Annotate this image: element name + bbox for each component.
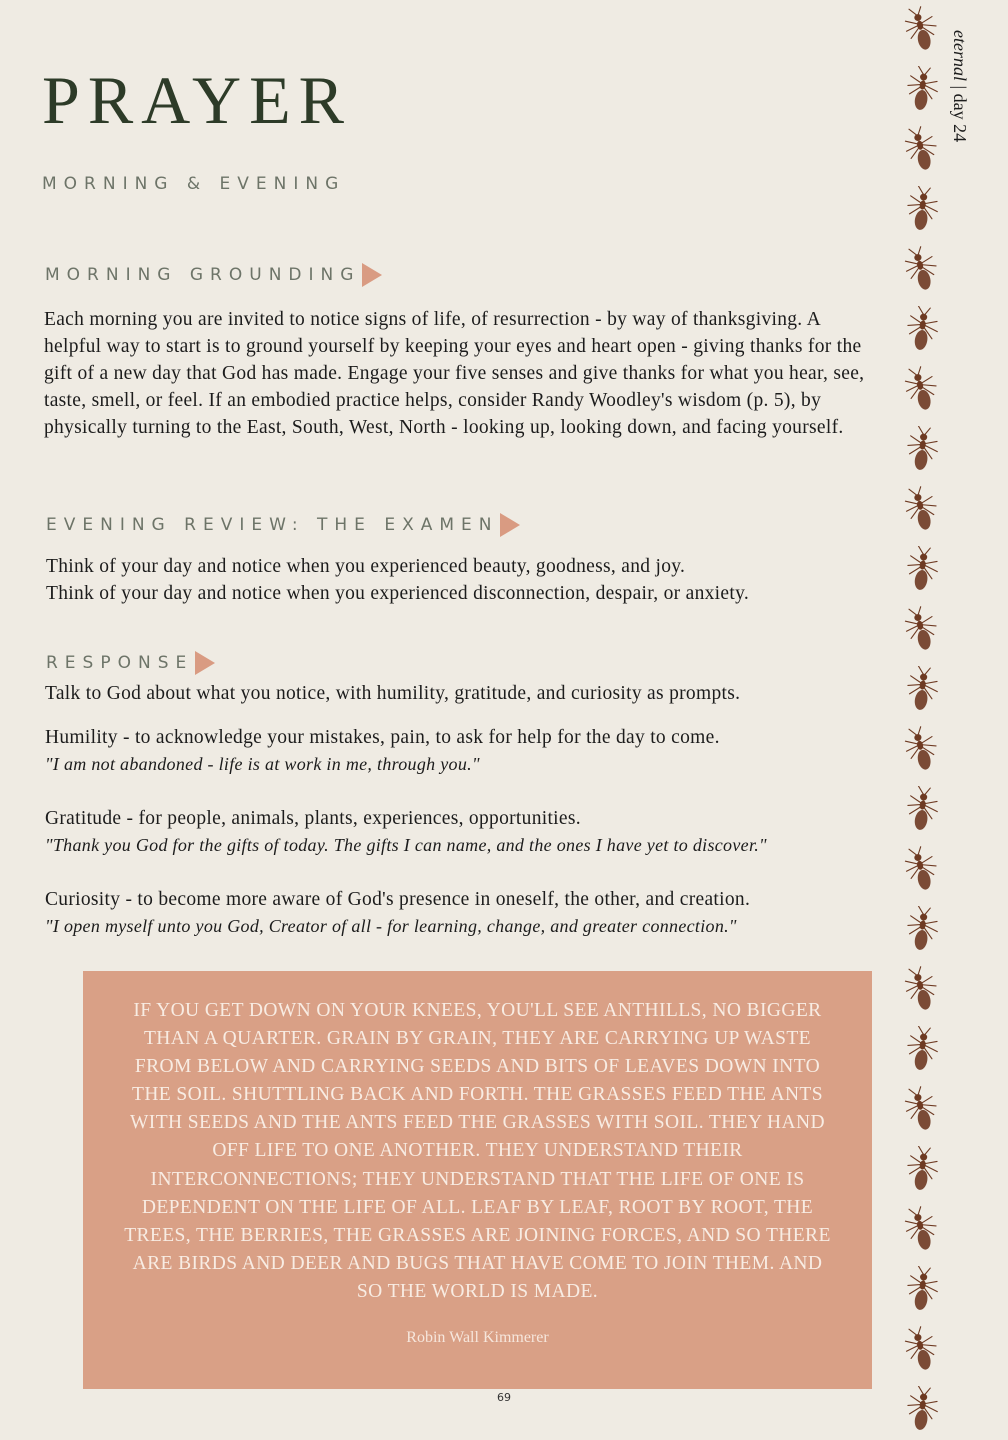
side-label-day: day 24 xyxy=(950,93,970,143)
ant-icon xyxy=(902,966,942,1018)
curiosity-line: Curiosity - to become more aware of God's presence in oneself, the other, and creation. xyxy=(45,889,751,910)
ant-icon xyxy=(902,1086,942,1138)
page-title: PRAYER xyxy=(42,62,353,138)
humility-line: Humility - to acknowledge your mistakes, pain, to ask for help for the day to come. xyxy=(45,727,720,748)
ant-icon xyxy=(902,1266,942,1318)
ant-icon xyxy=(902,906,942,958)
play-arrow-icon xyxy=(195,651,215,675)
curiosity-quote: "I open myself unto you God, Creator of all - for learning, change, and greater connection." xyxy=(45,916,737,936)
play-arrow-icon xyxy=(500,513,520,537)
ant-icon xyxy=(902,246,942,298)
page-subtitle: MORNING & EVENING xyxy=(42,174,346,194)
ant-icon xyxy=(902,306,942,358)
response-heading-text: RESPONSE xyxy=(46,653,194,673)
ant-icon xyxy=(902,486,942,538)
side-label-separator: | xyxy=(950,85,970,90)
ant-icon xyxy=(902,426,942,478)
morning-body: Each morning you are invited to notice signs of life, of resurrection - by way of thanksgiving. A helpful way to start is to ground yourself by keeping your eyes and heart open - giving thanks for the gift of a new day that God has made. Engage your five senses and give thanks for what you hear, see, taste, smell, or feel. If an embodied practice helps, consider Randy Woodley's wisdom (p. 5), by physically turning to the East, South, West, North - looking up, looking down, and facing yourself. xyxy=(44,309,865,438)
play-arrow-icon xyxy=(362,263,382,287)
ant-border xyxy=(900,0,946,1440)
ant-icon xyxy=(902,1206,942,1258)
gratitude-quote: "Thank you God for the gifts of today. The gifts I can name, and the ones I have yet to discover." xyxy=(45,835,767,855)
page-number: 69 xyxy=(497,1391,511,1404)
pull-quote-box xyxy=(83,971,872,1389)
pull-quote-attribution: Robin Wall Kimmerer xyxy=(406,1329,549,1346)
side-label-series: eternal xyxy=(950,30,970,81)
ant-icon xyxy=(902,546,942,598)
side-label xyxy=(948,30,970,170)
response-intro: Talk to God about what you notice, with humility, gratitude, and curiosity as prompts. xyxy=(45,683,741,704)
pull-quote-text: IF YOU GET DOWN ON YOUR KNEES, YOU'LL SEE ANTHILLS, NO BIGGER THAN A QUARTER. GRAIN BY GRAIN, THEY ARE CARRYING UP WASTE FROM BELOW AND CARRYING SEEDS AND BITS OF LEAVES DOWN INTO THE SOIL. SHUTTLING BACK AND FORTH. THE GRASSES FEED THE ANTS WITH SEEDS AND THE ANTS FEED THE GRASSES WITH SOIL. THEY HAND OFF LIFE TO ONE ANOTHER. THEY UNDERSTAND THEIR INTERCONNECTIONS; THEY UNDERSTAND THAT THE LIFE OF ONE IS DEPENDENT ON THE LIFE OF ALL. LEAF BY LEAF, ROOT BY ROOT, THE TREES, THE BERRIES, THE GRASSES ARE JOINING FORCES, AND SO THERE ARE BIRDS AND DEER AND BUGS THAT HAVE COME TO JOIN THEM. AND SO THE WORLD IS MADE. xyxy=(124,1000,831,1302)
ant-icon xyxy=(902,186,942,238)
morning-heading-text: MORNING GROUNDING xyxy=(45,265,361,285)
morning-heading xyxy=(45,263,382,287)
gratitude-line: Gratitude - for people, animals, plants, experiences, opportunities. xyxy=(45,808,581,829)
ant-icon xyxy=(902,786,942,838)
response-heading xyxy=(46,651,215,675)
ant-icon xyxy=(902,1146,942,1198)
ant-icon xyxy=(902,1026,942,1078)
ant-icon xyxy=(902,66,942,118)
ant-icon xyxy=(902,846,942,898)
ant-icon xyxy=(902,726,942,778)
ant-icon xyxy=(902,366,942,418)
evening-heading xyxy=(46,513,520,537)
ant-icon xyxy=(902,6,942,58)
evening-heading-text: EVENING REVIEW: THE EXAMEN xyxy=(46,515,499,535)
evening-line-2: Think of your day and notice when you experienced disconnection, despair, or anxiety. xyxy=(46,583,750,604)
ant-icon xyxy=(902,666,942,718)
ant-icon xyxy=(902,126,942,178)
evening-line-1: Think of your day and notice when you experienced beauty, goodness, and joy. xyxy=(46,556,686,577)
ant-icon xyxy=(902,606,942,658)
humility-quote: "I am not abandoned - life is at work in me, through you." xyxy=(45,754,480,774)
ant-icon xyxy=(902,1326,942,1378)
